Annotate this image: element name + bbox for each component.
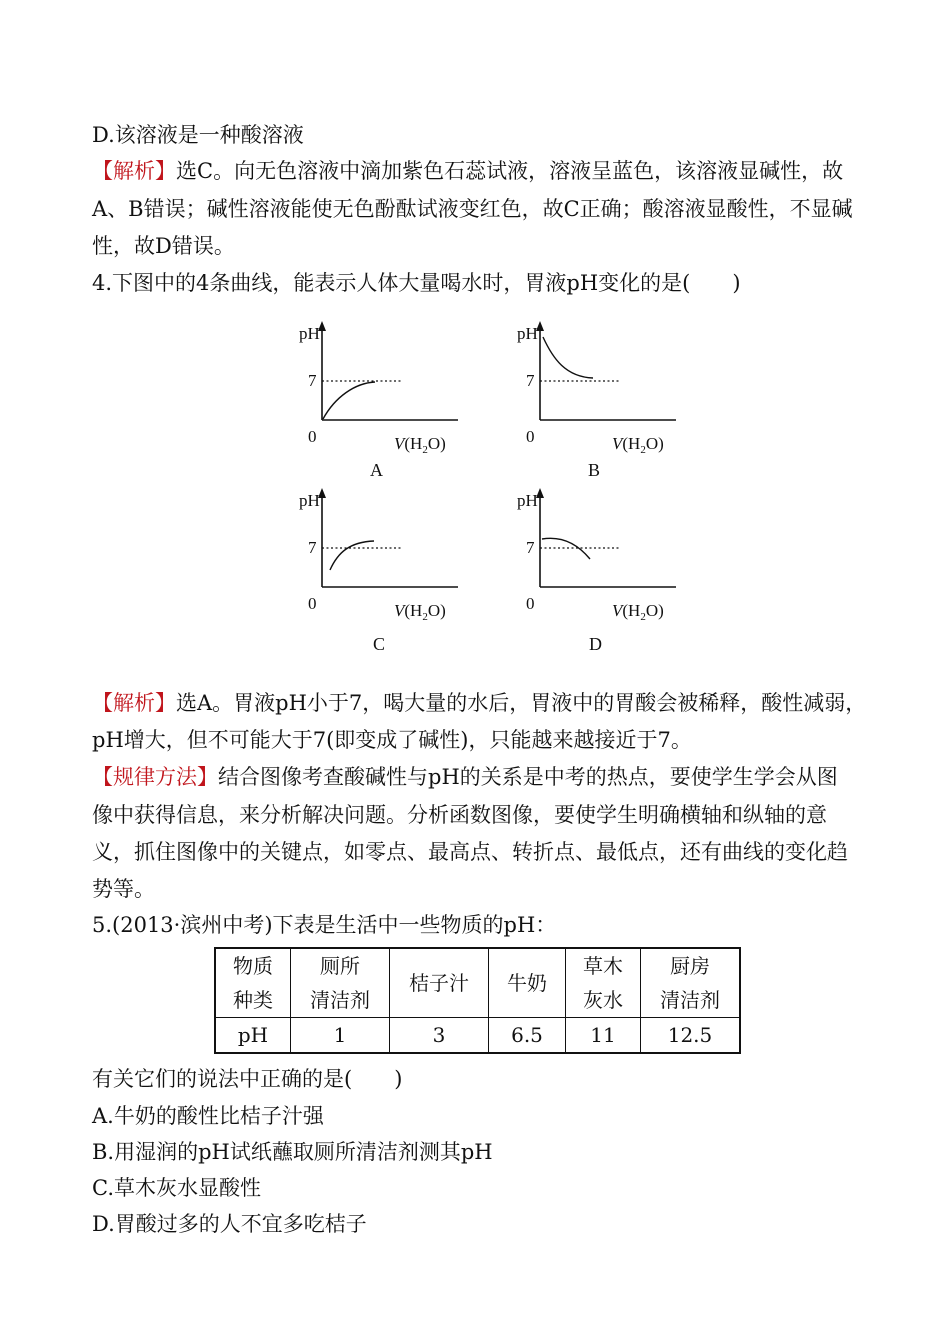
- x-label: $V(H_2O)$: [394, 601, 446, 623]
- origin-0: 0: [526, 594, 535, 613]
- header-line: 种类: [233, 988, 273, 1012]
- origin-0: 0: [308, 594, 317, 613]
- header-cell: [215, 948, 291, 1018]
- option-d-q3: D.该溶液是一种酸溶液: [92, 123, 304, 147]
- analysis-tag: 【解析】: [92, 691, 176, 715]
- header-cell: [390, 948, 489, 1018]
- chart-letter: D: [589, 634, 602, 654]
- chart-c: [290, 482, 470, 657]
- table-cell: 12.5: [641, 1018, 741, 1054]
- chart-letter: C: [373, 634, 386, 654]
- question-5-stem: 有关它们的说法中正确的是( ): [92, 1067, 403, 1091]
- table-cell: 11: [566, 1018, 641, 1054]
- tick-7: 7: [526, 371, 535, 390]
- y-label: pH: [299, 324, 320, 343]
- chart-letter: B: [588, 460, 601, 480]
- question-5: 5.(2013·滨州中考)下表是生活中一些物质的pH：: [92, 913, 557, 937]
- row-label: pH: [215, 1018, 291, 1054]
- x-label: $V(H_2O)$: [394, 434, 446, 456]
- ph-table: [214, 947, 741, 1054]
- tick-7: 7: [308, 538, 317, 557]
- header-line: 桔子汁: [409, 971, 469, 995]
- option-d: D.胃酸过多的人不宜多吃桔子: [92, 1212, 367, 1236]
- table-cell: 6.5: [489, 1018, 566, 1054]
- chart-b-svg: [508, 315, 688, 485]
- method-note: [92, 762, 838, 792]
- origin-0: 0: [526, 427, 535, 446]
- text-line: pH增大，但不可能大于7(即变成了碱性)，只能越来越接近于7。: [92, 728, 692, 752]
- table-header-row: [215, 948, 740, 1018]
- analysis-text: 选A。胃液pH小于7，喝大量的水后，胃液中的胃酸会被稀释，酸性减弱，: [176, 691, 867, 715]
- header-line: 草木: [583, 954, 623, 978]
- header-cell: [291, 948, 390, 1018]
- header-cell: [566, 948, 641, 1018]
- chart-d-svg: [508, 482, 688, 652]
- text-line: A、B错误；碱性溶液能使无色酚酞试液变红色，故C正确；酸溶液显酸性，不显碱: [92, 197, 853, 221]
- table-cell: 1: [291, 1018, 390, 1054]
- table-row: [215, 1018, 740, 1054]
- text-line: 势等。: [92, 877, 155, 901]
- option-a: A.牛奶的酸性比桔子汁强: [92, 1104, 324, 1128]
- option-c: C.草木灰水显酸性: [92, 1176, 261, 1200]
- curve: [330, 541, 374, 570]
- chart-c-svg: [290, 482, 470, 652]
- text-line: 像中获得信息，来分析解决问题。分析函数图像，要使学生明确横轴和纵轴的意: [92, 803, 827, 827]
- x-label: $V(H_2O)$: [612, 434, 664, 456]
- analysis-q3: [92, 156, 843, 186]
- curve: [323, 382, 375, 419]
- text-line: 义，抓住图像中的关键点，如零点、最高点、转折点、最低点，还有曲线的变化趋: [92, 840, 848, 864]
- chart-letter: A: [370, 460, 383, 480]
- header-line: 清洁剂: [660, 988, 720, 1012]
- header-line: 牛奶: [507, 971, 547, 995]
- header-line: 厕所: [320, 954, 360, 978]
- text-line: 性，故D错误。: [92, 234, 235, 258]
- chart-b: [508, 315, 688, 490]
- table-cell: 3: [390, 1018, 489, 1054]
- tick-7: 7: [526, 538, 535, 557]
- y-label: pH: [299, 491, 320, 510]
- header-line: 灰水: [583, 988, 623, 1012]
- header-cell: [489, 948, 566, 1018]
- chart-d: [508, 482, 688, 657]
- analysis-text: 选C。向无色溶液中滴加紫色石蕊试液，溶液呈蓝色，该溶液显碱性，故: [176, 159, 844, 183]
- method-text: 结合图像考查酸碱性与pH的关系是中考的热点，要使学生学会从图: [218, 765, 838, 789]
- method-tag: 【规律方法】: [92, 765, 218, 789]
- header-line: 清洁剂: [310, 988, 370, 1012]
- y-label: pH: [517, 491, 538, 510]
- header-line: 物质: [233, 954, 273, 978]
- analysis-q4: [92, 688, 866, 718]
- header-line: 厨房: [670, 954, 710, 978]
- curve: [542, 538, 590, 559]
- chart-a-svg: [290, 315, 470, 485]
- question-4: 4.下图中的4条曲线，能表示人体大量喝水时，胃液pH变化的是( ): [92, 271, 741, 295]
- header-cell: [641, 948, 741, 1018]
- option-b: B.用湿润的pH试纸蘸取厕所清洁剂测其pH: [92, 1140, 493, 1164]
- x-label: $V(H_2O)$: [612, 601, 664, 623]
- chart-a: [290, 315, 470, 490]
- curve: [543, 337, 593, 378]
- origin-0: 0: [308, 427, 317, 446]
- analysis-tag: 【解析】: [92, 159, 176, 183]
- y-label: pH: [517, 324, 538, 343]
- tick-7: 7: [308, 371, 317, 390]
